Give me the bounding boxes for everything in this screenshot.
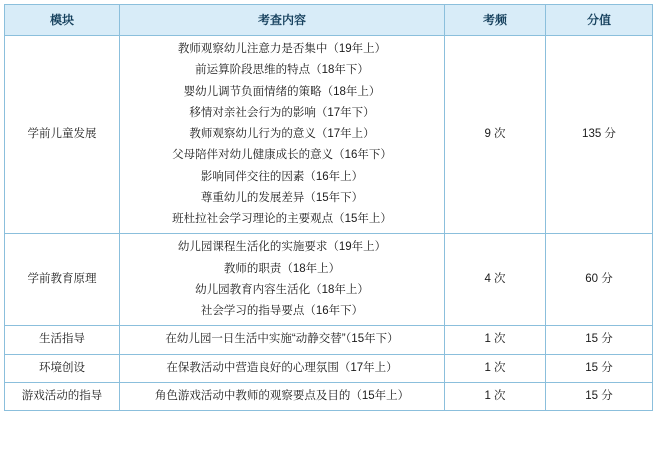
table-header [5, 5, 653, 36]
column-header-content: 考查内容 [120, 5, 445, 36]
content-line: 尊重幼儿的发展差异（15年下） [200, 191, 364, 204]
content-line: 教师观察幼儿行为的意义（17年上） [189, 128, 375, 140]
content-line: 前运算阶段思维的特点（18年下） [195, 64, 369, 77]
content-line: 影响同伴交往的因素（16年上） [200, 170, 364, 183]
cell-module: 环境创设 [5, 354, 120, 382]
cell-frequency: 9 次 [445, 36, 546, 234]
cell-frequency: 1 次 [445, 354, 546, 382]
cell-frequency: 1 次 [445, 326, 546, 354]
content-line: 父母陪伴对幼儿健康成长的意义（16年下） [172, 149, 392, 162]
table-body [5, 36, 653, 411]
column-header-frequency: 考频 [445, 5, 546, 36]
cell-frequency: 4 次 [445, 234, 546, 326]
cell-module: 学前教育原理 [5, 234, 120, 326]
cell-score: 15 分 [546, 354, 653, 382]
content-line: 教师的职责（18年上） [223, 262, 341, 275]
cell-score: 15 分 [546, 382, 653, 410]
table-row [5, 234, 653, 326]
content-line: 在幼儿园一日生活中实施“动静交替”（15年下） [165, 333, 399, 346]
content-line: 班杜拉社会学习理论的主要观点（15年上） [172, 213, 392, 225]
cell-content [120, 36, 445, 234]
table-row [5, 382, 653, 410]
content-line: 移情对亲社会行为的影响（17年下） [189, 106, 375, 119]
cell-score: 15 分 [546, 326, 653, 354]
column-header-score: 分值 [546, 5, 653, 36]
table-header-row [5, 5, 653, 36]
cell-score: 135 分 [546, 36, 653, 234]
content-line: 角色游戏活动中教师的观察要点及目的（15年上） [154, 389, 410, 402]
cell-module: 游戏活动的指导 [5, 382, 120, 410]
content-line: 在保教活动中营造良好的心理氛围（17年上） [166, 361, 398, 374]
cell-module: 学前儿童发展 [5, 36, 120, 234]
cell-content [120, 234, 445, 326]
table-row [5, 354, 653, 382]
content-line: 幼儿园教育内容生活化（18年上） [195, 283, 369, 296]
cell-frequency: 1 次 [445, 382, 546, 410]
table-row [5, 326, 653, 354]
exam-summary-table [4, 4, 653, 411]
content-line: 社会学习的指导要点（16年下） [200, 305, 364, 317]
cell-content [120, 354, 445, 382]
cell-score: 60 分 [546, 234, 653, 326]
cell-content [120, 382, 445, 410]
column-header-module: 模块 [5, 5, 120, 36]
cell-content [120, 326, 445, 354]
content-line: 教师观察幼儿注意力是否集中（19年上） [177, 43, 387, 55]
cell-module: 生活指导 [5, 326, 120, 354]
table-row [5, 36, 653, 234]
content-line: 幼儿园课程生活化的实施要求（19年上） [177, 241, 387, 254]
content-line: 婴幼儿调节负面情绪的策略（18年上） [183, 85, 381, 98]
